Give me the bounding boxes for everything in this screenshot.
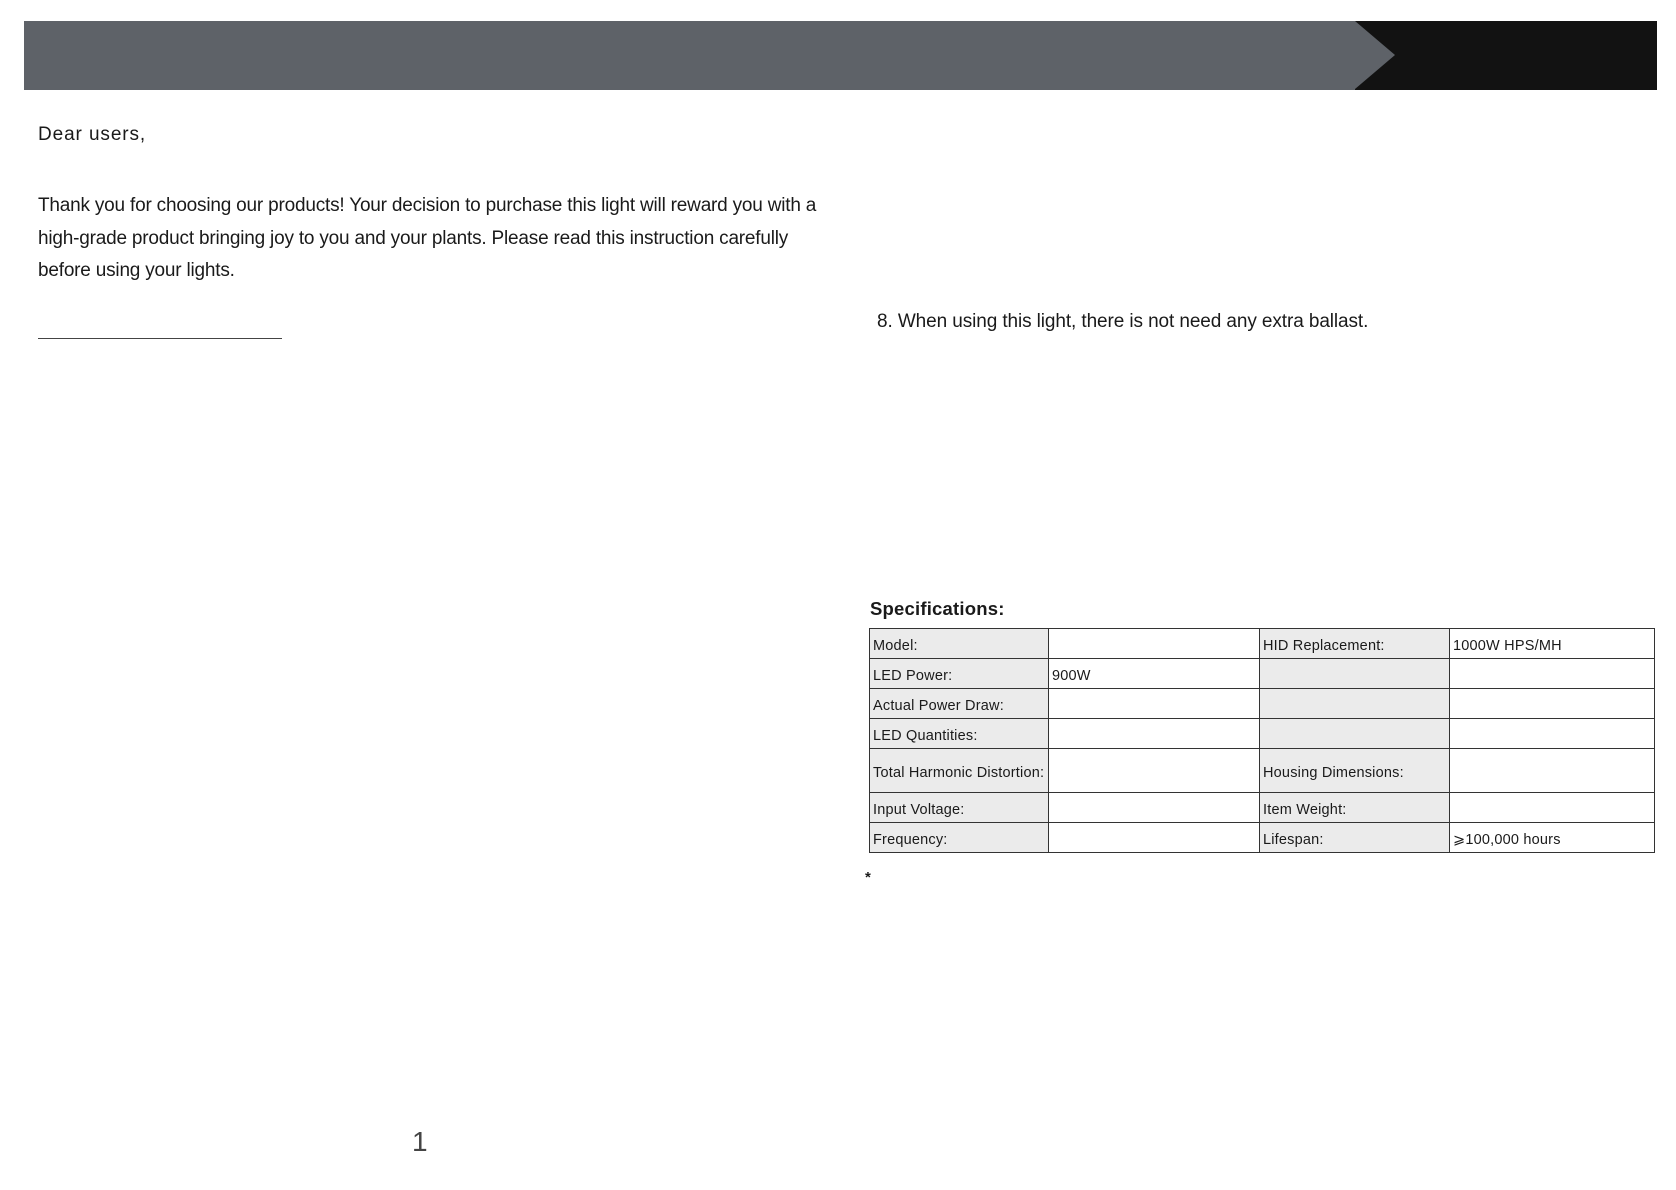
table-row <box>870 689 1655 719</box>
spec-value: ⩾100,000 hours <box>1450 823 1655 853</box>
table-row <box>870 793 1655 823</box>
spec-value <box>1049 689 1260 719</box>
spec-value <box>1450 793 1655 823</box>
spec-value <box>1450 749 1655 793</box>
spec-value <box>1450 659 1655 689</box>
header-dark-block <box>1355 21 1657 90</box>
header-arrow <box>1355 21 1395 89</box>
spec-title: Specifications: <box>870 598 1005 619</box>
spec-label <box>1260 689 1450 719</box>
spec-table <box>869 628 1655 853</box>
table-row <box>870 749 1655 793</box>
spec-value <box>1049 823 1260 853</box>
spec-value <box>1450 689 1655 719</box>
spec-label: Housing Dimensions: <box>1260 749 1450 793</box>
spec-value <box>1049 793 1260 823</box>
note-8: 8. When using this light, there is not need any extra ballast. <box>877 311 1369 332</box>
page-number: 1 <box>412 1126 428 1157</box>
table-row <box>870 719 1655 749</box>
spec-label: LED Quantities: <box>870 719 1049 749</box>
footnote-asterisk: * <box>865 869 871 886</box>
spec-value <box>1049 749 1260 793</box>
spec-value: 1000W HPS/MH <box>1450 629 1655 659</box>
signature-line <box>38 338 282 339</box>
spec-label: Total Harmonic Distortion: <box>870 749 1049 793</box>
spec-label: Item Weight: <box>1260 793 1450 823</box>
table-row <box>870 823 1655 853</box>
spec-value <box>1049 629 1260 659</box>
spec-label: Lifespan: <box>1260 823 1450 853</box>
spec-label <box>1260 659 1450 689</box>
spec-label <box>1260 719 1450 749</box>
table-row <box>870 629 1655 659</box>
table-row <box>870 659 1655 689</box>
spec-label: Frequency: <box>870 823 1049 853</box>
intro-paragraph: Thank you for choosing our products! Your decision to purchase this light will reward you with a high-grade product bringing joy to you and your plants. Please read this instruction carefully before using your lights. <box>38 195 817 281</box>
spec-value <box>1450 719 1655 749</box>
spec-value <box>1049 719 1260 749</box>
spec-label: HID Replacement: <box>1260 629 1450 659</box>
spec-value: 900W <box>1049 659 1260 689</box>
greeting: Dear users, <box>38 124 147 145</box>
spec-label: Model: <box>870 629 1049 659</box>
spec-label: Input Voltage: <box>870 793 1049 823</box>
spec-label: Actual Power Draw: <box>870 689 1049 719</box>
spec-label: LED Power: <box>870 659 1049 689</box>
